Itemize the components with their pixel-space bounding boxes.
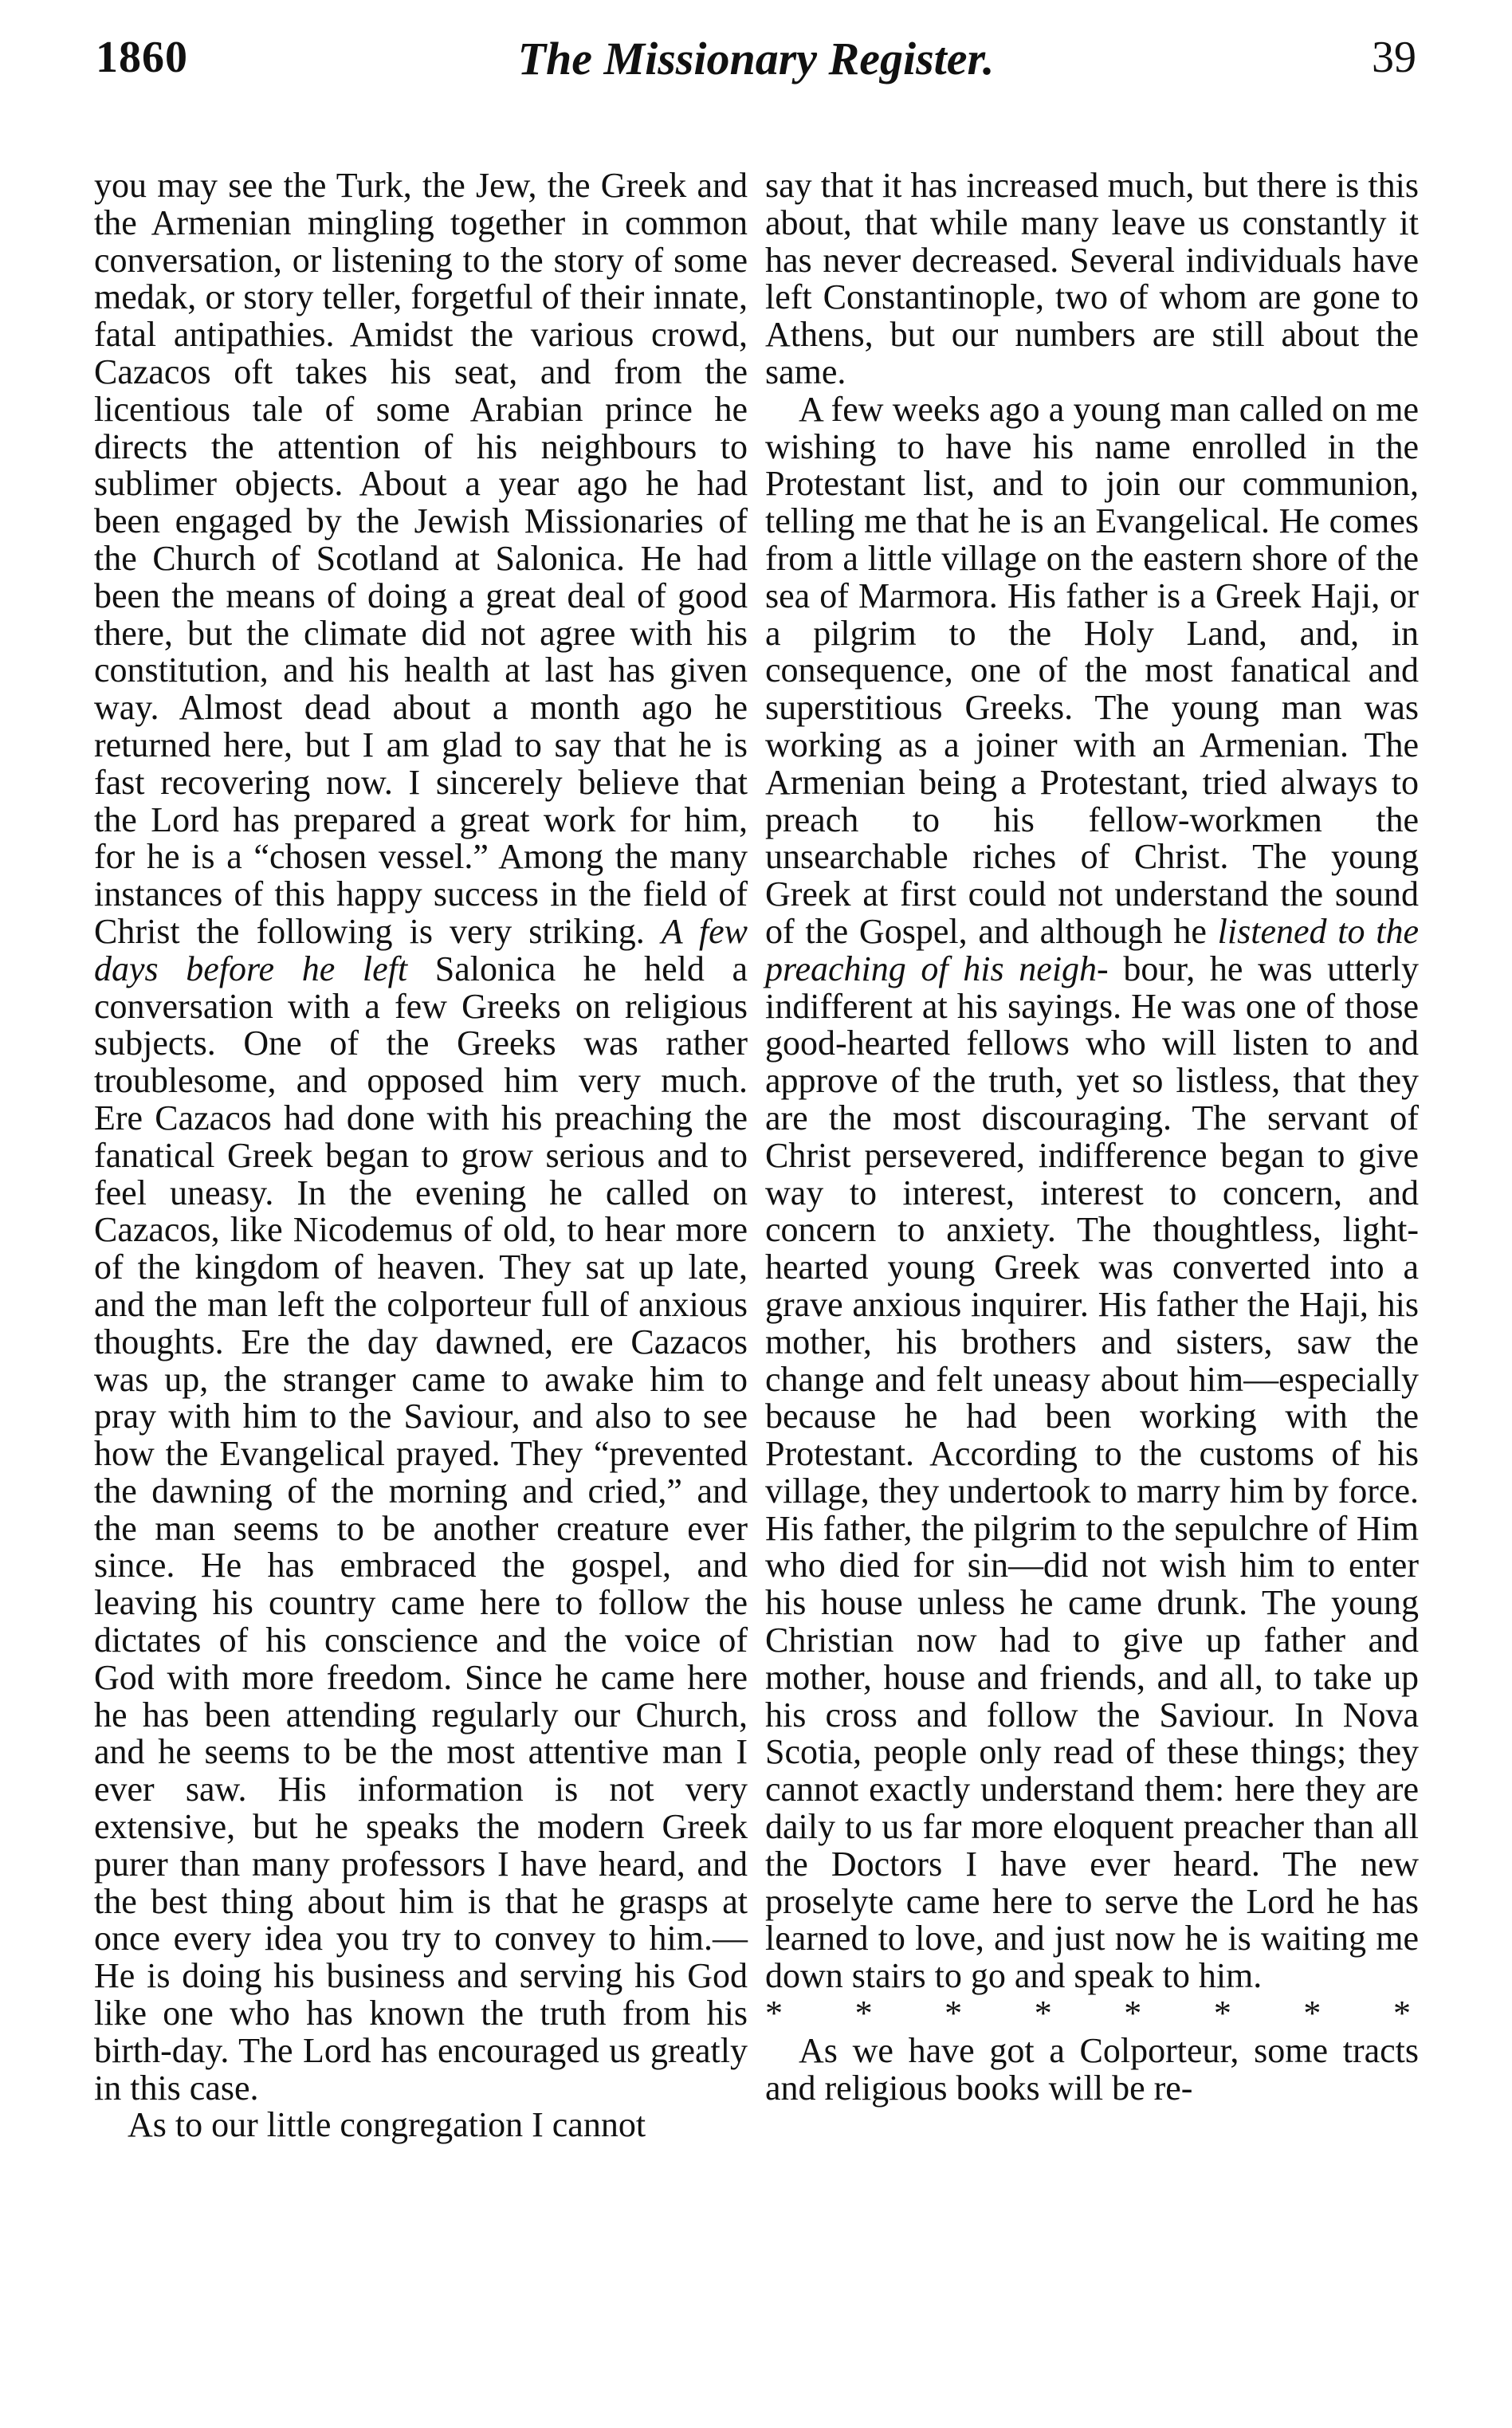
- star-3: *: [945, 1994, 963, 2033]
- left-p1-text-c: Salonica he held a conversation with a few Greeks on religious subjects. One of the Greeks was rather troublesome, and opposed him very much. Ere Cazacos had done with his preaching the fanatical Greek began to grow serious and to feel uneasy. In the evening he called on Cazacos, like Nicodemus of old, to hear more of the kingdom of heaven. They sat up late, and the man left the colporteur full of anxious thoughts. Ere the day dawned, ere Cazacos was up, the stranger came to awake him to pray with him to the Saviour, and also to see how the Evangelical prayed. They “prevented the dawning of the morning and cried,” and the man seems to be another creature ever since. He has embraced the gospel, and leaving his country came here to follow the dictates of his conscience and the voice of God with more freedom. Since he came here he has been attending regularly our Church, and he seems to be the most attentive man I ever saw. His information is not very extensive, but he speaks the modern Greek purer than many professors I have heard, and the best thing about him is that he grasps at once every idea you try to convey to him.— He is doing his business and serving his God like one who has known the truth from his birth-day. The Lord has encouraged us greatly in this case.: [94, 949, 748, 2108]
- right-column: [765, 167, 1419, 2107]
- page-header: [96, 32, 1416, 104]
- right-p2-text-c: bour, he was utterly indifferent at his sayings. He was one of those good-hearted fellows who will listen to and approve of the truth, yet so listless, that they are the most discouraging. The servant of Christ persevered, indifference began to give way to interest, interest to concern, and concern to anxiety. The thoughtless, light-hearted young Greek was converted into a grave anxious inquirer. His father the Haji, his mother, his brothers and sisters, saw the change and felt uneasy about him—especially because he had been working with the Protestant. According to the customs of his village, they undertook to marry him by force. His father, the pilgrim to the sepulchre of Him who died for sin—did not wish him to enter his house unless he came drunk. The young Christian now had to give up father and mother, house and friends, and all, to take up his cross and follow the Saviour. In Nova Scotia, people only read of these things; they cannot exactly understand them: here they are daily to us far more eloquent preacher than all the Doctors I have ever heard. The new proselyte came here to serve the Lord he has learned to love, and just now he is waiting me down stairs to go and speak to him.: [765, 949, 1420, 1996]
- left-p1-italic: A few days before he left: [94, 911, 748, 988]
- star-6: *: [1213, 1994, 1231, 2033]
- left-paragraph-1: [94, 167, 748, 2107]
- left-p1-text-a: you may see the Turk, the Jew, the Greek and the Armenian mingling together in common conversation, or listening to the story of some medak, or story teller, forgetful of their innate, fatal antipathies. Amidst the various crowd, Cazacos oft takes his seat, and from the licentious tale of some Arabian prince he directs the attention of his neighbours to sublimer objects. About a year ago he had been engaged by the Jewish Missionaries of the Church of Scotland at Salonica. He had been the means of doing a great deal of good there, but the climate did not agree with his constitution, and his health at last has given way. Almost dead about a month ago he returned here, but I am glad to say that he is fast recovering now. I sincerely believe that the Lord has prepared a great work for him, for he is a “chosen vessel.” Among the many instances of this happy success in the field of Christ the following is very striking.: [94, 166, 748, 951]
- header-title: The Missionary Register.: [517, 33, 995, 84]
- right-p2-italic: listened to the preaching of his neigh-: [765, 911, 1419, 988]
- header-page-number: 39: [1372, 33, 1416, 82]
- right-paragraph-1: say that it has increased much, but there is this about, that while many leave us constantly it has never decreased. Several individuals have left Constantinople, two of whom are gone to Athens, but our numbers are still about the same.: [765, 166, 1419, 391]
- header-year: 1860: [96, 33, 188, 82]
- star-7: *: [1303, 1994, 1322, 2033]
- left-paragraph-2: As to our little congregation I cannot: [128, 2105, 646, 2145]
- star-5: *: [1124, 1994, 1142, 2033]
- star-8: *: [1392, 1994, 1411, 2033]
- right-p2-text-a: A few weeks ago a young man called on me wishing to have his name enrolled in the Protestant list, and to join our communion, telling me that he is an Evangelical. He comes from a little village on the eastern shore of the sea of Marmora. His father is a Greek Haji, or a pilgrim to the Holy Land, and, in consequence, one of the most fanatical and superstitious Greeks. The young man was working as a joiner with an Armenian. The Armenian being a Protestant, tried always to preach to his fellow-workmen the unsearchable riches of Christ. The young Greek at first could not understand the sound of the Gospel, and although he: [765, 389, 1419, 951]
- section-divider-stars: [765, 1995, 1419, 2033]
- star-1: *: [765, 1994, 783, 2033]
- right-paragraph-2: [765, 391, 1419, 1995]
- star-2: *: [854, 1994, 873, 2033]
- star-4: *: [1034, 1994, 1052, 2033]
- left-column: [94, 167, 748, 2144]
- right-paragraph-3: As we have got a Colporteur, some tracts and religious books will be re-: [765, 2030, 1419, 2108]
